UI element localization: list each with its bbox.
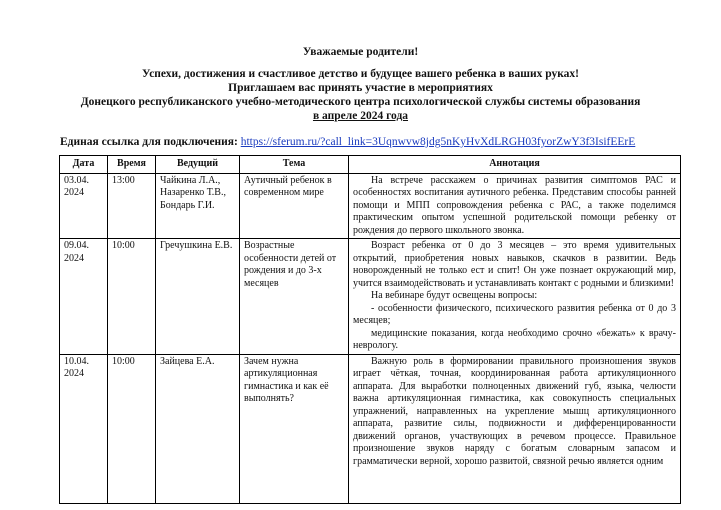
cell-annotation bbox=[349, 354, 681, 503]
greeting: Уважаемые родители! bbox=[302, 46, 419, 58]
header-line-4: в апреле 2024 года bbox=[312, 110, 409, 122]
events-table bbox=[59, 155, 681, 504]
cell-date: 10.04. 2024 bbox=[60, 354, 108, 503]
cell-date: 03.04. 2024 bbox=[60, 173, 108, 239]
cell-date: 09.04. 2024 bbox=[60, 239, 108, 355]
header-annotation: Аннотация bbox=[349, 156, 681, 174]
annotation-paragraph: медицинские показания, когда необходимо срочно «бежать» к врачу-неврологу. bbox=[353, 327, 676, 351]
header-line-2: Приглашаем вас принять участие в мероприятиях bbox=[228, 82, 493, 94]
cell-host: Гречушкина Е.В. bbox=[156, 239, 240, 355]
link-line bbox=[60, 136, 635, 148]
cell-time: 13:00 bbox=[108, 173, 156, 239]
header-line-3: Донецкого республиканского учебно-методического центра психологической службы системы образования bbox=[80, 96, 641, 108]
header-host: Ведущий bbox=[156, 156, 240, 174]
table-header-row bbox=[60, 156, 681, 174]
cell-topic: Зачем нужна артикуляционная гимнастика и как её выполнять? bbox=[240, 354, 349, 503]
cell-topic: Возрастные особенности детей от рождения и до 3-х месяцев bbox=[240, 239, 349, 355]
cell-host: Чайкина Л.А., Назаренко Т.В., Бондарь Г.И. bbox=[156, 173, 240, 239]
header-line-1: Успехи, достижения и счастливое детство и будущее вашего ребенка в ваших руках! bbox=[142, 68, 579, 80]
cell-host: Зайцева Е.А. bbox=[156, 354, 240, 503]
table-row bbox=[60, 173, 681, 239]
header-time: Время bbox=[108, 156, 156, 174]
annotation-paragraph: - особенности физического, психического развития ребенка от 0 до 3 месяцев; bbox=[353, 302, 676, 326]
cell-time: 10:00 bbox=[108, 239, 156, 355]
cell-topic: Аутичный ребенок в современном мире bbox=[240, 173, 349, 239]
annotation-paragraph: На вебинаре будут освещены вопросы: bbox=[371, 290, 538, 301]
header-date: Дата bbox=[60, 156, 108, 174]
annotation-paragraph: Возраст ребенка от 0 до 3 месяцев – это время удивительных открытий, приобретения новых навыков, скачков в развитии. Ведь новорожденный не только ест и спит! Он уже познает окружающий мир, учится взаимодействовать и устанавливать контакт с родными и близкими! bbox=[353, 240, 676, 289]
connection-link[interactable]: https://sferum.ru/?call_link=3Uqnwvw8jdg5nKyHvXdLRGH03fyorZwY3f3IsifEErE bbox=[240, 136, 636, 148]
table-row bbox=[60, 239, 681, 355]
cell-time: 10:00 bbox=[108, 354, 156, 503]
cell-annotation bbox=[349, 239, 681, 355]
cell-annotation bbox=[349, 173, 681, 239]
annotation-paragraph: На встрече расскажем о причинах развития симптомов РАС и особенностях воспитания аутичного ребенка. Представим способы ранней помощи и МПП сопровождения ребенка с РАС, а также поделимся практическим опытом успешной родительской помощи ребенку от рождения до первого школьного звонка. bbox=[353, 174, 676, 236]
link-label: Единая ссылка для подключения: bbox=[60, 136, 238, 148]
header-topic: Тема bbox=[240, 156, 349, 174]
annotation-paragraph: Важную роль в формировании правильного произношения звуков играет чёткая, точная, координированная работа артикуляционного аппарата. Для выработки полноценных движений губ, языка, челюсти важна артикуляционная гимнастика, как совокупность специальных упражнений, направленных на укрепление мышц артикуляционного аппарата, развитие силы, подвижности и дифференцированности движений органов, участвующих в речевом процессе. Правильное произношение звуков наряду с богатым словарным запасом и грамматически верной, хорошо развитой, связной речью является одним bbox=[353, 355, 676, 467]
table-row bbox=[60, 354, 681, 503]
